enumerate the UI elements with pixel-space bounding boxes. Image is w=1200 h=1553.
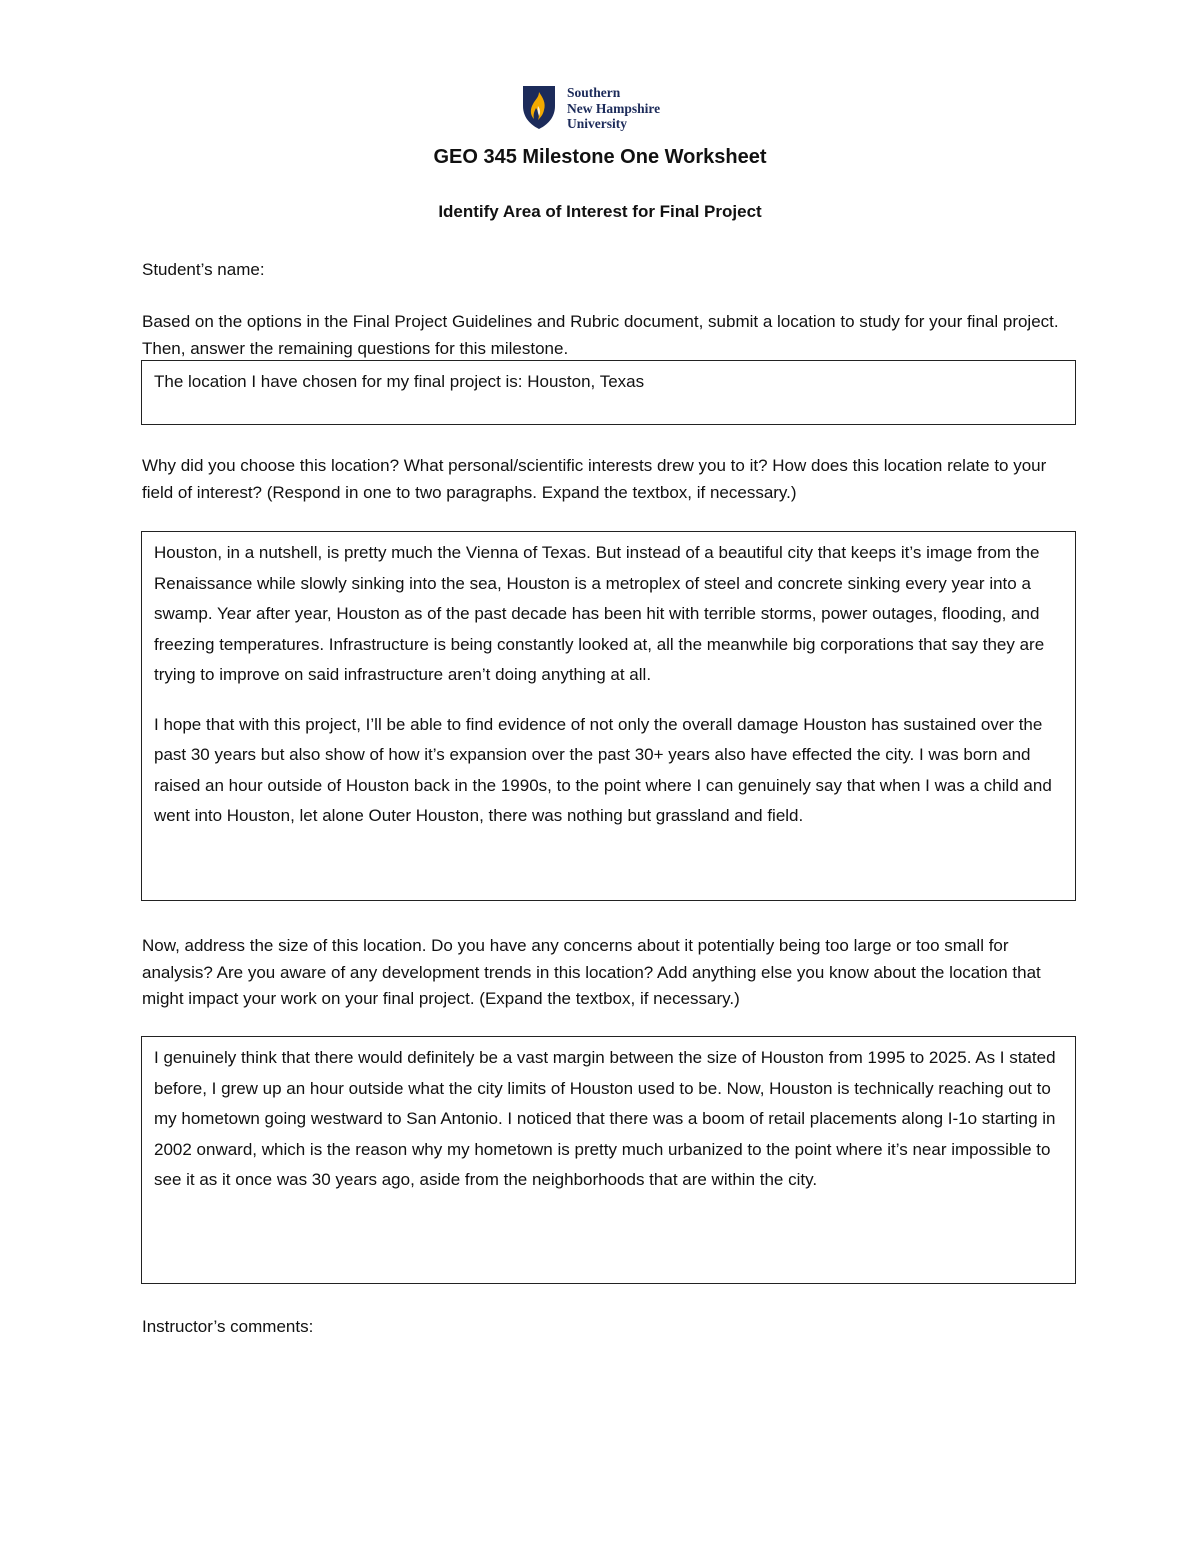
location-size-textbox[interactable]: [141, 1036, 1076, 1284]
instructor-comments-label: Instructor’s comments:: [142, 1317, 314, 1336]
university-name: [567, 85, 660, 132]
question-location-size: Now, address the size of this location. Do you have any concerns about it potentially being too large or too small for analysis? Are you aware of any development trends in this location? Add anything else you know about the location that might impact your work on your final project. (Expand the textbox, if necessary.): [142, 936, 1041, 1008]
question-why-location: Why did you choose this location? What personal/scientific interests drew you to it? How does this location relate to your field of interest? (Respond in one to two paragraphs. Expand the textbox, if necessary.): [142, 456, 1047, 502]
logo-line-1: Southern: [567, 85, 621, 100]
snhu-logo: [521, 84, 691, 134]
logo-line-3: University: [567, 116, 627, 131]
intro-instructions: Based on the options in the Final Project Guidelines and Rubric document, submit a location to study for your final project. Then, answer the remaining questions for this milestone.: [142, 312, 1059, 358]
document-title: GEO 345 Milestone One Worksheet: [433, 146, 767, 168]
location-answer: The location I have chosen for my final project is: Houston, Texas: [154, 372, 645, 391]
answer1-paragraph-2: I hope that with this project, I’ll be able to find evidence of not only the overall damage Houston has sustained over the past 30 years but also show of how it’s expansion over the past 30+ years also have effected the city. I was born and raised an hour outside of Houston back in the 1990s, to the point where I can genuinely say that when I was a child and went into Houston, let alone Outer Houston, there was nothing but grassland and field.: [154, 714, 1052, 825]
shield-flame-icon: [521, 84, 557, 130]
answer1-paragraph-1: Houston, in a nutshell, is pretty much the Vienna of Texas. But instead of a beautiful city that keeps it’s image from the Renaissance while slowly sinking into the sea, Houston is a metroplex of steel and concrete sinking every year into a swamp. Year after year, Houston as of the past decade has been hit with terrible storms, power outages, flooding, and freezing temperatures. Infrastructure is being constantly looked at, all the meanwhile big corporations that say they are trying to improve on said infrastructure aren’t doing anything at all.: [154, 543, 1045, 684]
document-subtitle: Identify Area of Interest for Final Project: [438, 202, 762, 221]
student-name-label: Student’s name:: [142, 260, 265, 279]
why-location-textbox[interactable]: [141, 531, 1076, 901]
answer2-paragraph: I genuinely think that there would definitely be a vast margin between the size of Houston from 1995 to 2025. As I stated before, I grew up an hour outside what the city limits of Houston used to be. Now, Houston is technically reaching out to my hometown going westward to San Antonio. I noticed that there was a boom of retail placements along I-1o starting in 2002 onward, which is the reason why my hometown is pretty much urbanized to the point where it’s near impossible to see it as it once was 30 years ago, aside from the neighborhoods that are within the city.: [154, 1048, 1056, 1189]
logo-line-2: New Hampshire: [567, 100, 661, 116]
location-textbox[interactable]: [141, 360, 1076, 425]
